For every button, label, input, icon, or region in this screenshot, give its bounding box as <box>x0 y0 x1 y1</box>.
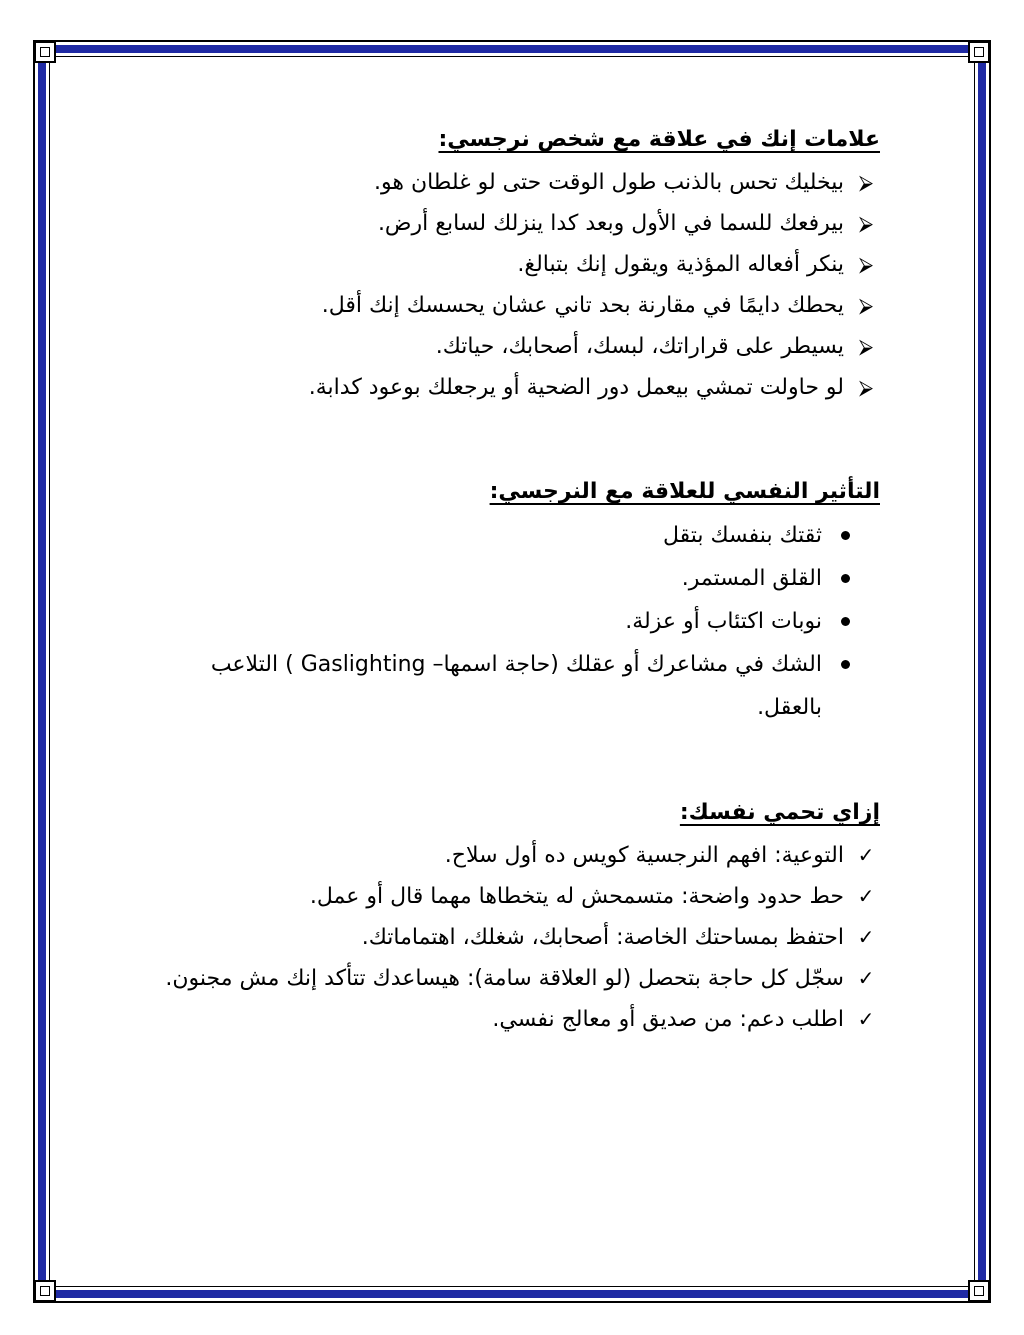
dot-bullet-icon <box>841 660 850 669</box>
arrow-bullet-icon: ⮚ <box>858 170 874 194</box>
list-item-text: اطلب دعم: من صديق أو معالج نفسي. <box>492 1007 844 1032</box>
section-narcissist-signs <box>150 118 880 408</box>
list-item <box>150 958 880 999</box>
document-body <box>150 118 880 1040</box>
list-item-text: القلق المستمر. <box>681 566 822 591</box>
section-heading: علامات إنك في علاقة مع شخص نرجسي: <box>438 127 880 152</box>
arrow-bullet-icon: ⮚ <box>858 293 874 317</box>
list-item-text: الشك في مشاعرك أو عقلك (حاجة اسمها– Gaslighting ) التلاعب بالعقل. <box>210 652 822 720</box>
list-item <box>150 643 880 729</box>
protection-list <box>150 835 880 1040</box>
checkmark-icon: ✓ <box>857 966 875 990</box>
list-item <box>150 917 880 958</box>
list-item <box>150 326 880 367</box>
arrow-bullet-icon: ⮚ <box>858 375 874 399</box>
border-corner-ornament <box>968 1280 990 1302</box>
arrow-bullet-icon: ⮚ <box>858 211 874 235</box>
section-self-protection <box>150 791 880 1040</box>
border-corner-ornament <box>968 41 990 63</box>
section-psychological-impact <box>150 470 880 729</box>
list-item-text: التوعية: افهم النرجسية كويس ده أول سلاح. <box>444 843 844 868</box>
border-corner-ornament <box>34 1280 56 1302</box>
list-item <box>150 600 880 643</box>
list-item-text: بيرفعك للسما في الأول وبعد كدا ينزلك لسابع أرض. <box>377 211 844 236</box>
list-item <box>150 285 880 326</box>
list-item <box>150 203 880 244</box>
list-item-text: احتفظ بمساحتك الخاصة: أصحابك، شغلك، اهتماماتك. <box>361 925 844 950</box>
list-item <box>150 557 880 600</box>
checkmark-icon: ✓ <box>857 1007 875 1031</box>
border-corner-ornament <box>34 41 56 63</box>
list-item-text: يسيطر على قراراتك، لبسك، أصحابك، حياتك. <box>435 334 844 359</box>
arrow-bullet-icon: ⮚ <box>858 334 874 358</box>
dot-bullet-icon <box>841 531 850 540</box>
list-item-text: نوبات اكتئاب أو عزلة. <box>625 609 822 634</box>
checkmark-icon: ✓ <box>857 884 875 908</box>
list-item <box>150 835 880 876</box>
list-item <box>150 244 880 285</box>
dot-bullet-icon <box>841 574 850 583</box>
list-item-text: ثقتك بنفسك بتقل <box>662 523 822 548</box>
impact-list <box>150 514 880 729</box>
arrow-bullet-icon: ⮚ <box>858 252 874 276</box>
list-item <box>150 514 880 557</box>
list-item <box>150 367 880 408</box>
section-heading: التأثير النفسي للعلاقة مع النرجسي: <box>489 479 880 504</box>
signs-list <box>150 162 880 408</box>
dot-bullet-icon <box>841 617 850 626</box>
list-item-text: ينكر أفعاله المؤذية ويقول إنك بتبالغ. <box>517 252 844 277</box>
section-heading: إزاي تحمي نفسك: <box>679 800 880 825</box>
list-item-text: حط حدود واضحة: متسمحش له يتخطاها مهما قال أو عمل. <box>309 884 844 909</box>
list-item-text: لو حاولت تمشي بيعمل دور الضحية أو يرجعلك بوعود كدابة. <box>308 375 844 400</box>
list-item-text: سجّل كل حاجة بتحصل (لو العلاقة سامة): هيساعدك تتأكد إنك مش مجنون. <box>165 966 844 991</box>
list-item <box>150 999 880 1040</box>
list-item-text: يحطك دايمًا في مقارنة بحد تاني عشان يحسسك إنك أقل. <box>321 293 844 318</box>
list-item-text: بيخليك تحس بالذنب طول الوقت حتى لو غلطان هو. <box>373 170 844 195</box>
list-item <box>150 162 880 203</box>
checkmark-icon: ✓ <box>857 843 875 867</box>
checkmark-icon: ✓ <box>857 925 875 949</box>
list-item <box>150 876 880 917</box>
